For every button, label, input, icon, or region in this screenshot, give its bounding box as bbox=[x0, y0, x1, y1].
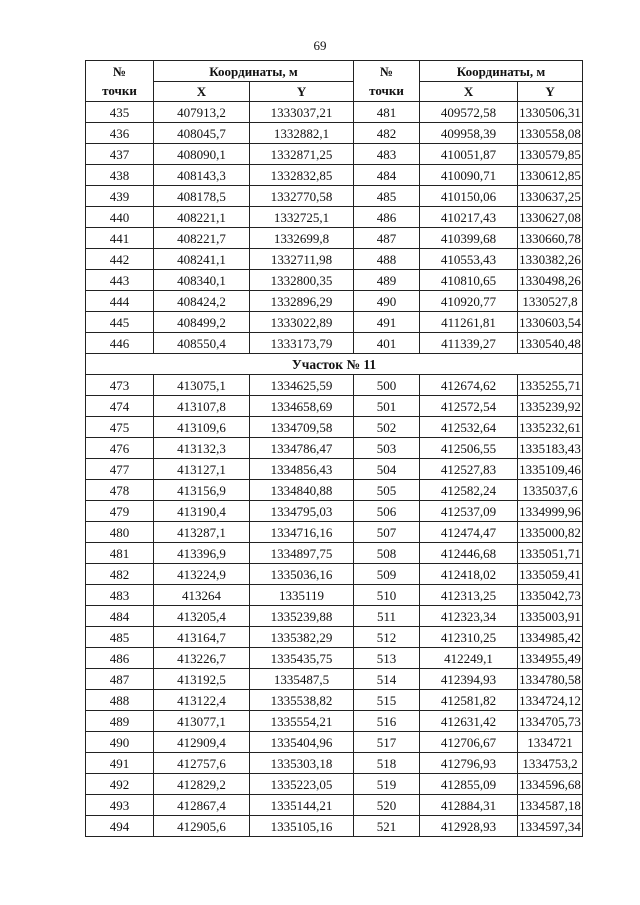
table-cell: 477 bbox=[86, 459, 154, 480]
table-cell: 409572,58 bbox=[420, 102, 518, 123]
table-cell: 511 bbox=[354, 606, 420, 627]
table-cell: 446 bbox=[86, 333, 154, 354]
table-row bbox=[86, 228, 583, 249]
table-cell: 520 bbox=[354, 795, 420, 816]
table-cell: 412537,09 bbox=[420, 501, 518, 522]
table-cell: 519 bbox=[354, 774, 420, 795]
table-cell: 513 bbox=[354, 648, 420, 669]
table-cell: 517 bbox=[354, 732, 420, 753]
table-cell: 507 bbox=[354, 522, 420, 543]
table-cell: 1330382,26 bbox=[518, 249, 583, 270]
section-title: Участок № 11 bbox=[86, 354, 583, 375]
table-cell: 413107,8 bbox=[154, 396, 250, 417]
table-cell: 1335183,43 bbox=[518, 438, 583, 459]
table-cell: 440 bbox=[86, 207, 154, 228]
table-cell: 506 bbox=[354, 501, 420, 522]
table-row bbox=[86, 669, 583, 690]
table-row bbox=[86, 627, 583, 648]
table-cell: 412867,4 bbox=[154, 795, 250, 816]
table-cell: 412829,2 bbox=[154, 774, 250, 795]
table-cell: 444 bbox=[86, 291, 154, 312]
table-cell: 475 bbox=[86, 417, 154, 438]
table-cell: 412674,62 bbox=[420, 375, 518, 396]
table-cell: 413192,5 bbox=[154, 669, 250, 690]
table-cell: 1335000,82 bbox=[518, 522, 583, 543]
table-cell: 412582,24 bbox=[420, 480, 518, 501]
table-cell: 491 bbox=[354, 312, 420, 333]
table-cell: 1334955,49 bbox=[518, 648, 583, 669]
table-cell: 409958,39 bbox=[420, 123, 518, 144]
table-cell: 488 bbox=[86, 690, 154, 711]
table-cell: 412796,93 bbox=[420, 753, 518, 774]
table-cell: 493 bbox=[86, 795, 154, 816]
table-cell: 1334786,47 bbox=[250, 438, 354, 459]
table-cell: 1335036,16 bbox=[250, 564, 354, 585]
table-cell: 1334721 bbox=[518, 732, 583, 753]
table-row bbox=[86, 585, 583, 606]
table-cell: 1330498,26 bbox=[518, 270, 583, 291]
table-cell: 412446,68 bbox=[420, 543, 518, 564]
table-row bbox=[86, 648, 583, 669]
table-cell: 411339,27 bbox=[420, 333, 518, 354]
table-cell: 408178,5 bbox=[154, 186, 250, 207]
table-cell: 1330637,25 bbox=[518, 186, 583, 207]
table-body bbox=[86, 102, 583, 837]
table-cell: 501 bbox=[354, 396, 420, 417]
table-cell: 412394,93 bbox=[420, 669, 518, 690]
table-cell: 1332871,25 bbox=[250, 144, 354, 165]
table-row bbox=[86, 753, 583, 774]
table-row bbox=[86, 249, 583, 270]
table-cell: 487 bbox=[86, 669, 154, 690]
table-cell: 488 bbox=[354, 249, 420, 270]
point-number-word: точки bbox=[369, 83, 404, 98]
coordinates-header-right: Координаты, м bbox=[420, 61, 583, 82]
table-cell: 1335051,71 bbox=[518, 543, 583, 564]
table-cell: 512 bbox=[354, 627, 420, 648]
table-row bbox=[86, 123, 583, 144]
table-cell: 1334753,2 bbox=[518, 753, 583, 774]
table-cell: 413287,1 bbox=[154, 522, 250, 543]
table-row bbox=[86, 795, 583, 816]
table-row bbox=[86, 774, 583, 795]
table-cell: 408424,2 bbox=[154, 291, 250, 312]
table-cell: 411261,81 bbox=[420, 312, 518, 333]
table-cell: 1332896,29 bbox=[250, 291, 354, 312]
table-cell: 476 bbox=[86, 438, 154, 459]
table-cell: 413156,9 bbox=[154, 480, 250, 501]
table-cell: 490 bbox=[354, 291, 420, 312]
table-cell: 515 bbox=[354, 690, 420, 711]
table-cell: 407913,2 bbox=[154, 102, 250, 123]
table-cell: 518 bbox=[354, 753, 420, 774]
table-cell: 437 bbox=[86, 144, 154, 165]
table-cell: 413077,1 bbox=[154, 711, 250, 732]
table-cell: 408499,2 bbox=[154, 312, 250, 333]
table-cell: 491 bbox=[86, 753, 154, 774]
table-cell: 441 bbox=[86, 228, 154, 249]
y-header-right: Y bbox=[518, 82, 583, 102]
table-cell: 1332725,1 bbox=[250, 207, 354, 228]
table-cell: 1335404,96 bbox=[250, 732, 354, 753]
table-cell: 412313,25 bbox=[420, 585, 518, 606]
table-row bbox=[86, 165, 583, 186]
table-cell: 443 bbox=[86, 270, 154, 291]
table-cell: 410090,71 bbox=[420, 165, 518, 186]
table-cell: 1334587,18 bbox=[518, 795, 583, 816]
table-row bbox=[86, 543, 583, 564]
table-row bbox=[86, 207, 583, 228]
table-cell: 445 bbox=[86, 312, 154, 333]
table-cell: 1332832,85 bbox=[250, 165, 354, 186]
table-row bbox=[86, 417, 583, 438]
table-cell: 412884,31 bbox=[420, 795, 518, 816]
table-cell: 408340,1 bbox=[154, 270, 250, 291]
table-cell: 439 bbox=[86, 186, 154, 207]
table-cell: 1335223,05 bbox=[250, 774, 354, 795]
table-cell: 410920,77 bbox=[420, 291, 518, 312]
table-row bbox=[86, 522, 583, 543]
table-row bbox=[86, 438, 583, 459]
table-cell: 1330540,48 bbox=[518, 333, 583, 354]
table-row bbox=[86, 333, 583, 354]
point-number-symbol: № bbox=[379, 64, 394, 79]
table-cell: 410217,43 bbox=[420, 207, 518, 228]
table-cell: 436 bbox=[86, 123, 154, 144]
table-cell: 1335239,88 bbox=[250, 606, 354, 627]
table-cell: 1334658,69 bbox=[250, 396, 354, 417]
table-cell: 1330603,54 bbox=[518, 312, 583, 333]
table-cell: 1334596,68 bbox=[518, 774, 583, 795]
table-cell: 1332711,98 bbox=[250, 249, 354, 270]
table-cell: 494 bbox=[86, 816, 154, 837]
table-cell: 1334999,96 bbox=[518, 501, 583, 522]
table-cell: 485 bbox=[86, 627, 154, 648]
table-cell: 474 bbox=[86, 396, 154, 417]
table-cell: 1334625,59 bbox=[250, 375, 354, 396]
table-cell: 1330612,85 bbox=[518, 165, 583, 186]
table-cell: 412706,67 bbox=[420, 732, 518, 753]
table-cell: 1334840,88 bbox=[250, 480, 354, 501]
table-cell: 410810,65 bbox=[420, 270, 518, 291]
table-cell: 413132,3 bbox=[154, 438, 250, 459]
table-cell: 500 bbox=[354, 375, 420, 396]
table-cell: 480 bbox=[86, 522, 154, 543]
table-cell: 412310,25 bbox=[420, 627, 518, 648]
table-row bbox=[86, 312, 583, 333]
table-cell: 410399,68 bbox=[420, 228, 518, 249]
table-cell: 1333173,79 bbox=[250, 333, 354, 354]
table-cell: 521 bbox=[354, 816, 420, 837]
table-cell: 412506,55 bbox=[420, 438, 518, 459]
table-cell: 1335003,91 bbox=[518, 606, 583, 627]
table-cell: 413226,7 bbox=[154, 648, 250, 669]
table-cell: 482 bbox=[86, 564, 154, 585]
table-cell: 1334780,58 bbox=[518, 669, 583, 690]
table-cell: 408221,7 bbox=[154, 228, 250, 249]
x-header-left: X bbox=[154, 82, 250, 102]
table-cell: 481 bbox=[354, 102, 420, 123]
table-cell: 1330627,08 bbox=[518, 207, 583, 228]
table-row bbox=[86, 186, 583, 207]
table-cell: 1332699,8 bbox=[250, 228, 354, 249]
table-row bbox=[86, 690, 583, 711]
table-row bbox=[86, 816, 583, 837]
table-cell: 1330579,85 bbox=[518, 144, 583, 165]
table-row bbox=[86, 564, 583, 585]
table-cell: 442 bbox=[86, 249, 154, 270]
table-cell: 412474,47 bbox=[420, 522, 518, 543]
table-cell: 401 bbox=[354, 333, 420, 354]
table-cell: 412418,02 bbox=[420, 564, 518, 585]
table-cell: 412249,1 bbox=[420, 648, 518, 669]
table-cell: 504 bbox=[354, 459, 420, 480]
table-cell: 412581,82 bbox=[420, 690, 518, 711]
section-row bbox=[86, 354, 583, 375]
table-row bbox=[86, 375, 583, 396]
table-row bbox=[86, 291, 583, 312]
table-cell: 438 bbox=[86, 165, 154, 186]
table-cell: 1335109,46 bbox=[518, 459, 583, 480]
table-cell: 510 bbox=[354, 585, 420, 606]
table-cell: 1335554,21 bbox=[250, 711, 354, 732]
table-cell: 481 bbox=[86, 543, 154, 564]
table-row bbox=[86, 501, 583, 522]
table-cell: 410150,06 bbox=[420, 186, 518, 207]
table-row bbox=[86, 102, 583, 123]
table-cell: 435 bbox=[86, 102, 154, 123]
point-number-header-right bbox=[354, 61, 420, 102]
table-cell: 412572,54 bbox=[420, 396, 518, 417]
table-cell: 413164,7 bbox=[154, 627, 250, 648]
table-cell: 412928,93 bbox=[420, 816, 518, 837]
table-cell: 483 bbox=[86, 585, 154, 606]
table-cell: 408241,1 bbox=[154, 249, 250, 270]
table-cell: 1332800,35 bbox=[250, 270, 354, 291]
table-cell: 1334597,34 bbox=[518, 816, 583, 837]
table-row bbox=[86, 396, 583, 417]
table-cell: 508 bbox=[354, 543, 420, 564]
table-cell: 1334897,75 bbox=[250, 543, 354, 564]
table-row bbox=[86, 459, 583, 480]
table-cell: 486 bbox=[354, 207, 420, 228]
table-cell: 1334856,43 bbox=[250, 459, 354, 480]
table-cell: 413224,9 bbox=[154, 564, 250, 585]
table-cell: 1335042,73 bbox=[518, 585, 583, 606]
table-row bbox=[86, 732, 583, 753]
coordinates-header-left: Координаты, м bbox=[154, 61, 354, 82]
table-cell: 1330506,31 bbox=[518, 102, 583, 123]
table-cell: 1334705,73 bbox=[518, 711, 583, 732]
table-cell: 413205,4 bbox=[154, 606, 250, 627]
table-cell: 1335239,92 bbox=[518, 396, 583, 417]
table-cell: 408090,1 bbox=[154, 144, 250, 165]
table-cell: 413396,9 bbox=[154, 543, 250, 564]
table-cell: 1335255,71 bbox=[518, 375, 583, 396]
table-cell: 514 bbox=[354, 669, 420, 690]
table-cell: 509 bbox=[354, 564, 420, 585]
table-cell: 1335538,82 bbox=[250, 690, 354, 711]
table-cell: 1330660,78 bbox=[518, 228, 583, 249]
table-cell: 413190,4 bbox=[154, 501, 250, 522]
table-cell: 489 bbox=[354, 270, 420, 291]
table-cell: 484 bbox=[354, 165, 420, 186]
table-cell: 412909,4 bbox=[154, 732, 250, 753]
table-cell: 505 bbox=[354, 480, 420, 501]
table-cell: 408550,4 bbox=[154, 333, 250, 354]
table-cell: 1334985,42 bbox=[518, 627, 583, 648]
table-cell: 1335105,16 bbox=[250, 816, 354, 837]
table-cell: 410051,87 bbox=[420, 144, 518, 165]
table-cell: 1335435,75 bbox=[250, 648, 354, 669]
table-cell: 1334716,16 bbox=[250, 522, 354, 543]
table-cell: 473 bbox=[86, 375, 154, 396]
table-cell: 1335119 bbox=[250, 585, 354, 606]
table-cell: 482 bbox=[354, 123, 420, 144]
table-cell: 1332770,58 bbox=[250, 186, 354, 207]
point-number-symbol: № bbox=[112, 64, 127, 79]
table-cell: 408221,1 bbox=[154, 207, 250, 228]
table-cell: 413264 bbox=[154, 585, 250, 606]
table-cell: 408045,7 bbox=[154, 123, 250, 144]
table-cell: 412905,6 bbox=[154, 816, 250, 837]
table-cell: 1335382,29 bbox=[250, 627, 354, 648]
table-cell: 502 bbox=[354, 417, 420, 438]
table-cell: 413075,1 bbox=[154, 375, 250, 396]
table-cell: 1335037,6 bbox=[518, 480, 583, 501]
table-cell: 413122,4 bbox=[154, 690, 250, 711]
table-cell: 479 bbox=[86, 501, 154, 522]
table-cell: 1335059,41 bbox=[518, 564, 583, 585]
x-header-right: X bbox=[420, 82, 518, 102]
table-cell: 1333037,21 bbox=[250, 102, 354, 123]
table-cell: 487 bbox=[354, 228, 420, 249]
table-row bbox=[86, 606, 583, 627]
table-cell: 412323,34 bbox=[420, 606, 518, 627]
page-number: 69 bbox=[313, 38, 327, 53]
table-cell: 1335144,21 bbox=[250, 795, 354, 816]
coordinates-table bbox=[85, 60, 583, 837]
table-cell: 486 bbox=[86, 648, 154, 669]
table-cell: 485 bbox=[354, 186, 420, 207]
table-cell: 490 bbox=[86, 732, 154, 753]
table-cell: 1332882,1 bbox=[250, 123, 354, 144]
table-header bbox=[86, 61, 583, 102]
table-cell: 1333022,89 bbox=[250, 312, 354, 333]
table-cell: 1330527,8 bbox=[518, 291, 583, 312]
table-row bbox=[86, 270, 583, 291]
table-cell: 492 bbox=[86, 774, 154, 795]
table-cell: 1334724,12 bbox=[518, 690, 583, 711]
table-cell: 412855,09 bbox=[420, 774, 518, 795]
table-cell: 489 bbox=[86, 711, 154, 732]
table-cell: 1334795,03 bbox=[250, 501, 354, 522]
table-cell: 412527,83 bbox=[420, 459, 518, 480]
table-cell: 1335487,5 bbox=[250, 669, 354, 690]
table-cell: 412631,42 bbox=[420, 711, 518, 732]
table-cell: 1330558,08 bbox=[518, 123, 583, 144]
table-cell: 412532,64 bbox=[420, 417, 518, 438]
table-cell: 1335303,18 bbox=[250, 753, 354, 774]
table-row bbox=[86, 711, 583, 732]
table-row bbox=[86, 480, 583, 501]
table-cell: 413109,6 bbox=[154, 417, 250, 438]
table-cell: 503 bbox=[354, 438, 420, 459]
point-number-word: точки bbox=[102, 83, 137, 98]
table-cell: 1334709,58 bbox=[250, 417, 354, 438]
table-cell: 413127,1 bbox=[154, 459, 250, 480]
table-cell: 478 bbox=[86, 480, 154, 501]
table-cell: 516 bbox=[354, 711, 420, 732]
table-cell: 412757,6 bbox=[154, 753, 250, 774]
y-header-left: Y bbox=[250, 82, 354, 102]
table-cell: 410553,43 bbox=[420, 249, 518, 270]
table-cell: 484 bbox=[86, 606, 154, 627]
table-cell: 1335232,61 bbox=[518, 417, 583, 438]
table-row bbox=[86, 144, 583, 165]
point-number-header-left bbox=[86, 61, 154, 102]
table-cell: 408143,3 bbox=[154, 165, 250, 186]
table-cell: 483 bbox=[354, 144, 420, 165]
